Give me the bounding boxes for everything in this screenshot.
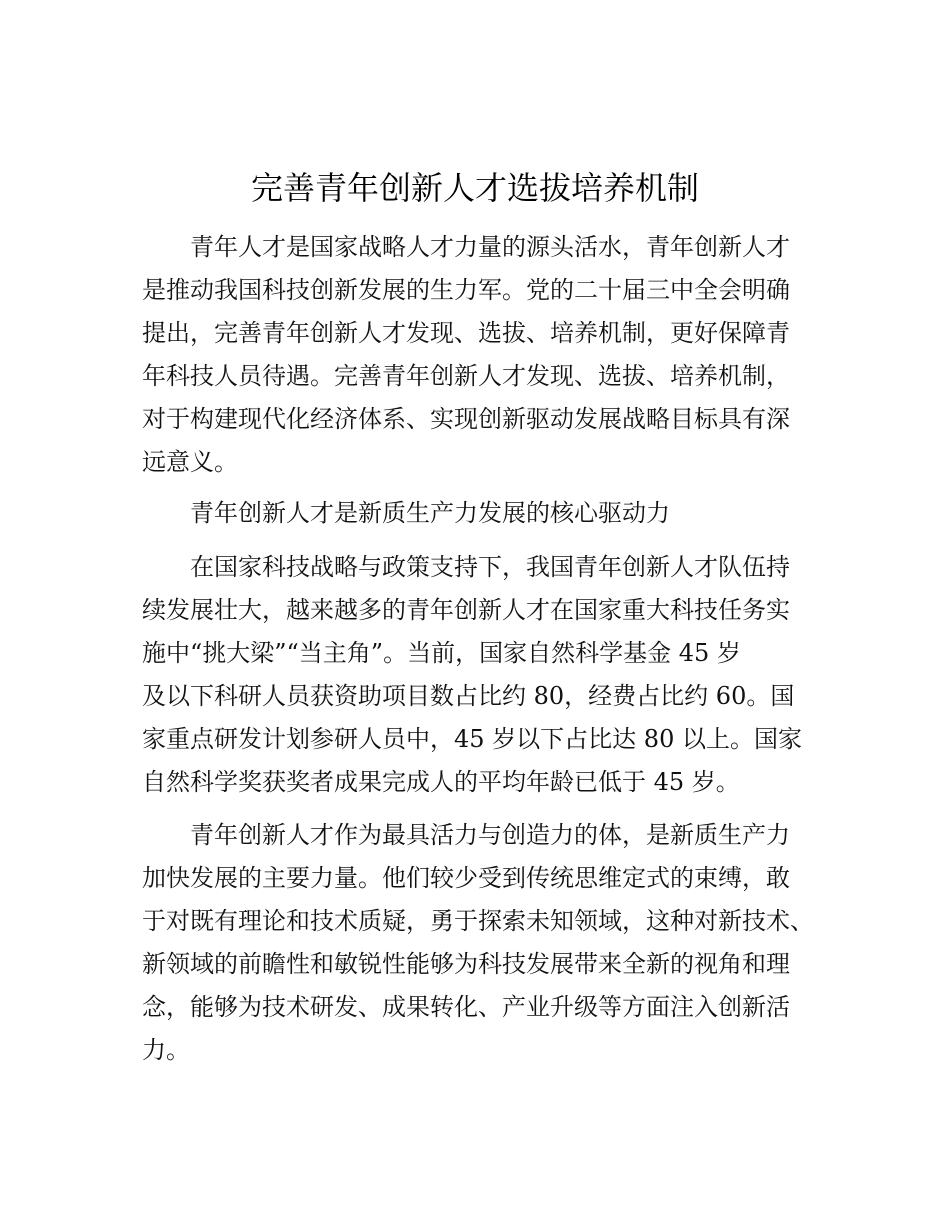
paragraph-line: 在国家科技战略与政策支持下，我国青年创新人才队伍持	[142, 553, 790, 581]
paragraph-line: 念，能够为技术研发、成果转化、产业升级等方面注入创新活	[142, 993, 790, 1021]
paragraph-line: 续发展壮大，越来越多的青年创新人才在国家重大科技任务实	[142, 596, 790, 624]
section-heading	[142, 492, 822, 535]
paragraph-line: 及以下科研人员获资助项目数占比约 80，经费占比约 60。国	[142, 682, 795, 710]
paragraph-line: 自然科学奖获奖者成果完成人的平均年龄已低于 45 岁。	[142, 768, 740, 796]
document-title: 完善青年创新人才选拔培养机制	[250, 169, 699, 207]
paragraph-main-force	[142, 814, 822, 1072]
paragraph-line: 对于构建现代化经济体系、实现创新驱动发展战略目标具有深	[142, 405, 790, 433]
paragraph-line: 是推动我国科技创新发展的生力军。党的二十届三中全会明确	[142, 276, 790, 304]
paragraph-line: 于对既有理论和技术质疑，勇于探索未知领域，这种对新技术、	[142, 907, 814, 935]
paragraph-line: 远意义。	[142, 448, 238, 476]
section-heading-text: 青年创新人才是新质生产力发展的核心驱动力	[142, 499, 670, 527]
paragraph-line: 施中“挑大梁”“当主角”。当前，国家自然科学基金 45 岁	[142, 639, 741, 667]
paragraph-line: 力。	[142, 1036, 190, 1064]
paragraph-line: 新领域的前瞻性和敏锐性能够为科技发展带来全新的视角和理	[142, 950, 790, 978]
paragraph-line: 年科技人员待遇。完善青年创新人才发现、选拔、培养机制，	[142, 362, 790, 390]
paragraph-line: 青年人才是国家战略人才力量的源头活水，青年创新人才	[142, 233, 790, 261]
paragraph-line: 加快发展的主要力量。他们较少受到传统思维定式的束缚，敢	[142, 864, 790, 892]
paragraph-policy-support	[142, 546, 822, 804]
paragraph-intro	[142, 226, 822, 484]
paragraph-line: 青年创新人才作为最具活力与创造力的体，是新质生产力	[142, 821, 790, 849]
paragraph-line: 提出，完善青年创新人才发现、选拔、培养机制，更好保障青	[142, 319, 790, 347]
paragraph-line: 家重点研发计划参研人员中，45 岁以下占比达 80 以上。国家	[142, 725, 802, 753]
